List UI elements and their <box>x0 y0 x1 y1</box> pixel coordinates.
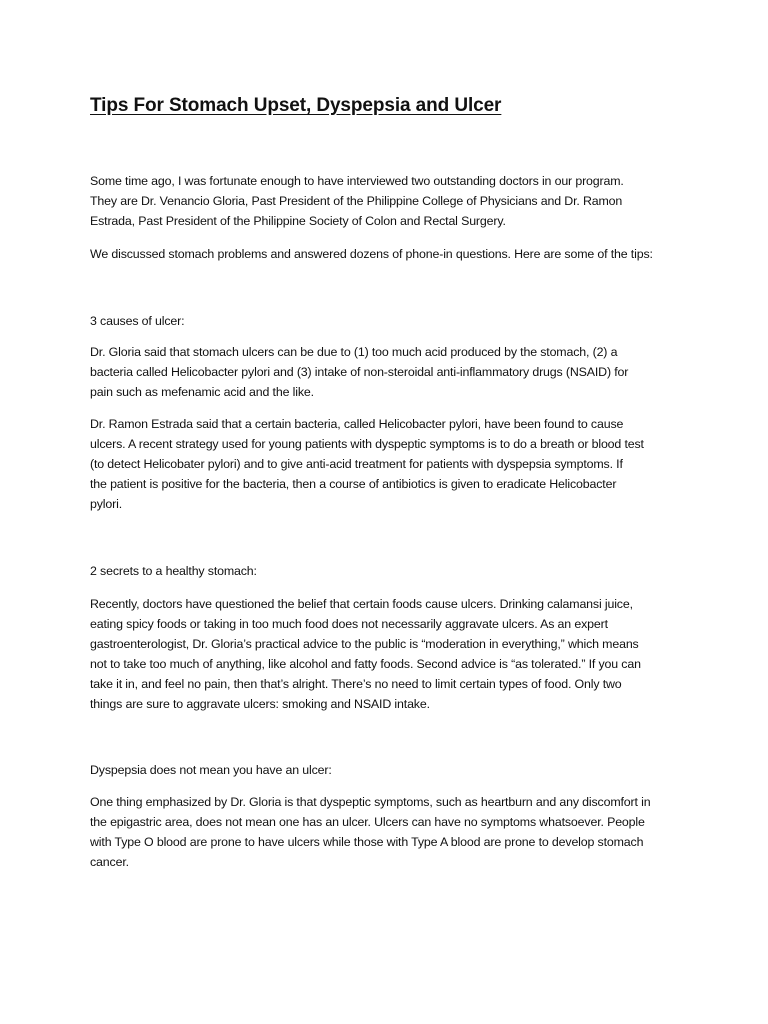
dyspepsia-heading: Dyspepsia does not mean you have an ulcer: <box>90 763 332 777</box>
paragraph-line: ulcers. A recent strategy used for young patients with dyspeptic symptoms is to do a breath or blood test <box>90 437 644 451</box>
paragraph-line: (to detect Helicobater pylori) and to give anti-acid treatment for patients with dyspepsia symptoms. If <box>90 457 623 471</box>
paragraph-line: bacteria called Helicobacter pylori and (3) intake of non-steroidal anti-inflammatory drugs (NSAID) for <box>90 365 629 379</box>
paragraph-line: Dr. Gloria said that stomach ulcers can be due to (1) too much acid produced by the stomach, (2) a <box>90 345 618 359</box>
paragraph-line: eating spicy foods or taking in too much food does not necessarily aggravate ulcers. As an expert <box>90 617 608 631</box>
paragraph-line: Recently, doctors have questioned the belief that certain foods cause ulcers. Drinking calamansi juice, <box>90 597 633 611</box>
paragraph-line: gastroenterologist, Dr. Gloria’s practical advice to the public is “moderation in everything,” which means <box>90 637 639 651</box>
paragraph-line: pylori. <box>90 497 123 511</box>
paragraph-line: not to take too much of anything, like alcohol and fatty foods. Second advice is “as tolerated.” If you can <box>90 657 641 671</box>
intro-line: Estrada, Past President of the Philippine Society of Colon and Rectal Surgery. <box>90 214 506 228</box>
paragraph-line: Dr. Ramon Estrada said that a certain bacteria, called Helicobacter pylori, have been found to cause <box>90 417 624 431</box>
paragraph-line: the patient is positive for the bacteria, then a course of antibiotics is given to eradicate Helicobacter <box>90 477 617 491</box>
paragraph-line: the epigastric area, does not mean one has an ulcer. Ulcers can have no symptoms whatsoever. People <box>90 815 645 829</box>
discussion-paragraph <box>90 244 690 264</box>
intro-line: They are Dr. Venancio Gloria, Past President of the Philippine College of Physicians and Dr. Ramon <box>90 194 623 208</box>
causes-paragraph-2 <box>90 414 690 514</box>
intro-line: Some time ago, I was fortunate enough to have interviewed two outstanding doctors in our program. <box>90 174 624 188</box>
paragraph-line: One thing emphasized by Dr. Gloria is that dyspeptic symptoms, such as heartburn and any discomfort in <box>90 795 651 809</box>
causes-paragraph-1 <box>90 342 690 402</box>
intro-paragraph <box>90 171 690 231</box>
secrets-heading: 2 secrets to a healthy stomach: <box>90 564 257 578</box>
discussion-line: We discussed stomach problems and answered dozens of phone-in questions. Here are some of the tips: <box>90 247 653 261</box>
paragraph-line: cancer. <box>90 855 129 869</box>
causes-heading: 3 causes of ulcer: <box>90 314 185 328</box>
secrets-paragraph-1 <box>90 594 690 714</box>
paragraph-line: with Type O blood are prone to have ulcers while those with Type A blood are prone to develop stomach <box>90 835 644 849</box>
document-title: Tips For Stomach Upset, Dyspepsia and Ulcer <box>90 95 502 116</box>
paragraph-line: pain such as mefenamic acid and the like. <box>90 385 314 399</box>
dyspepsia-paragraph-1 <box>90 792 690 872</box>
paragraph-line: things are sure to aggravate ulcers: smoking and NSAID intake. <box>90 697 430 711</box>
paragraph-line: take it in, and feel no pain, then that’s alright. There’s no need to limit certain types of food. Only two <box>90 677 622 691</box>
